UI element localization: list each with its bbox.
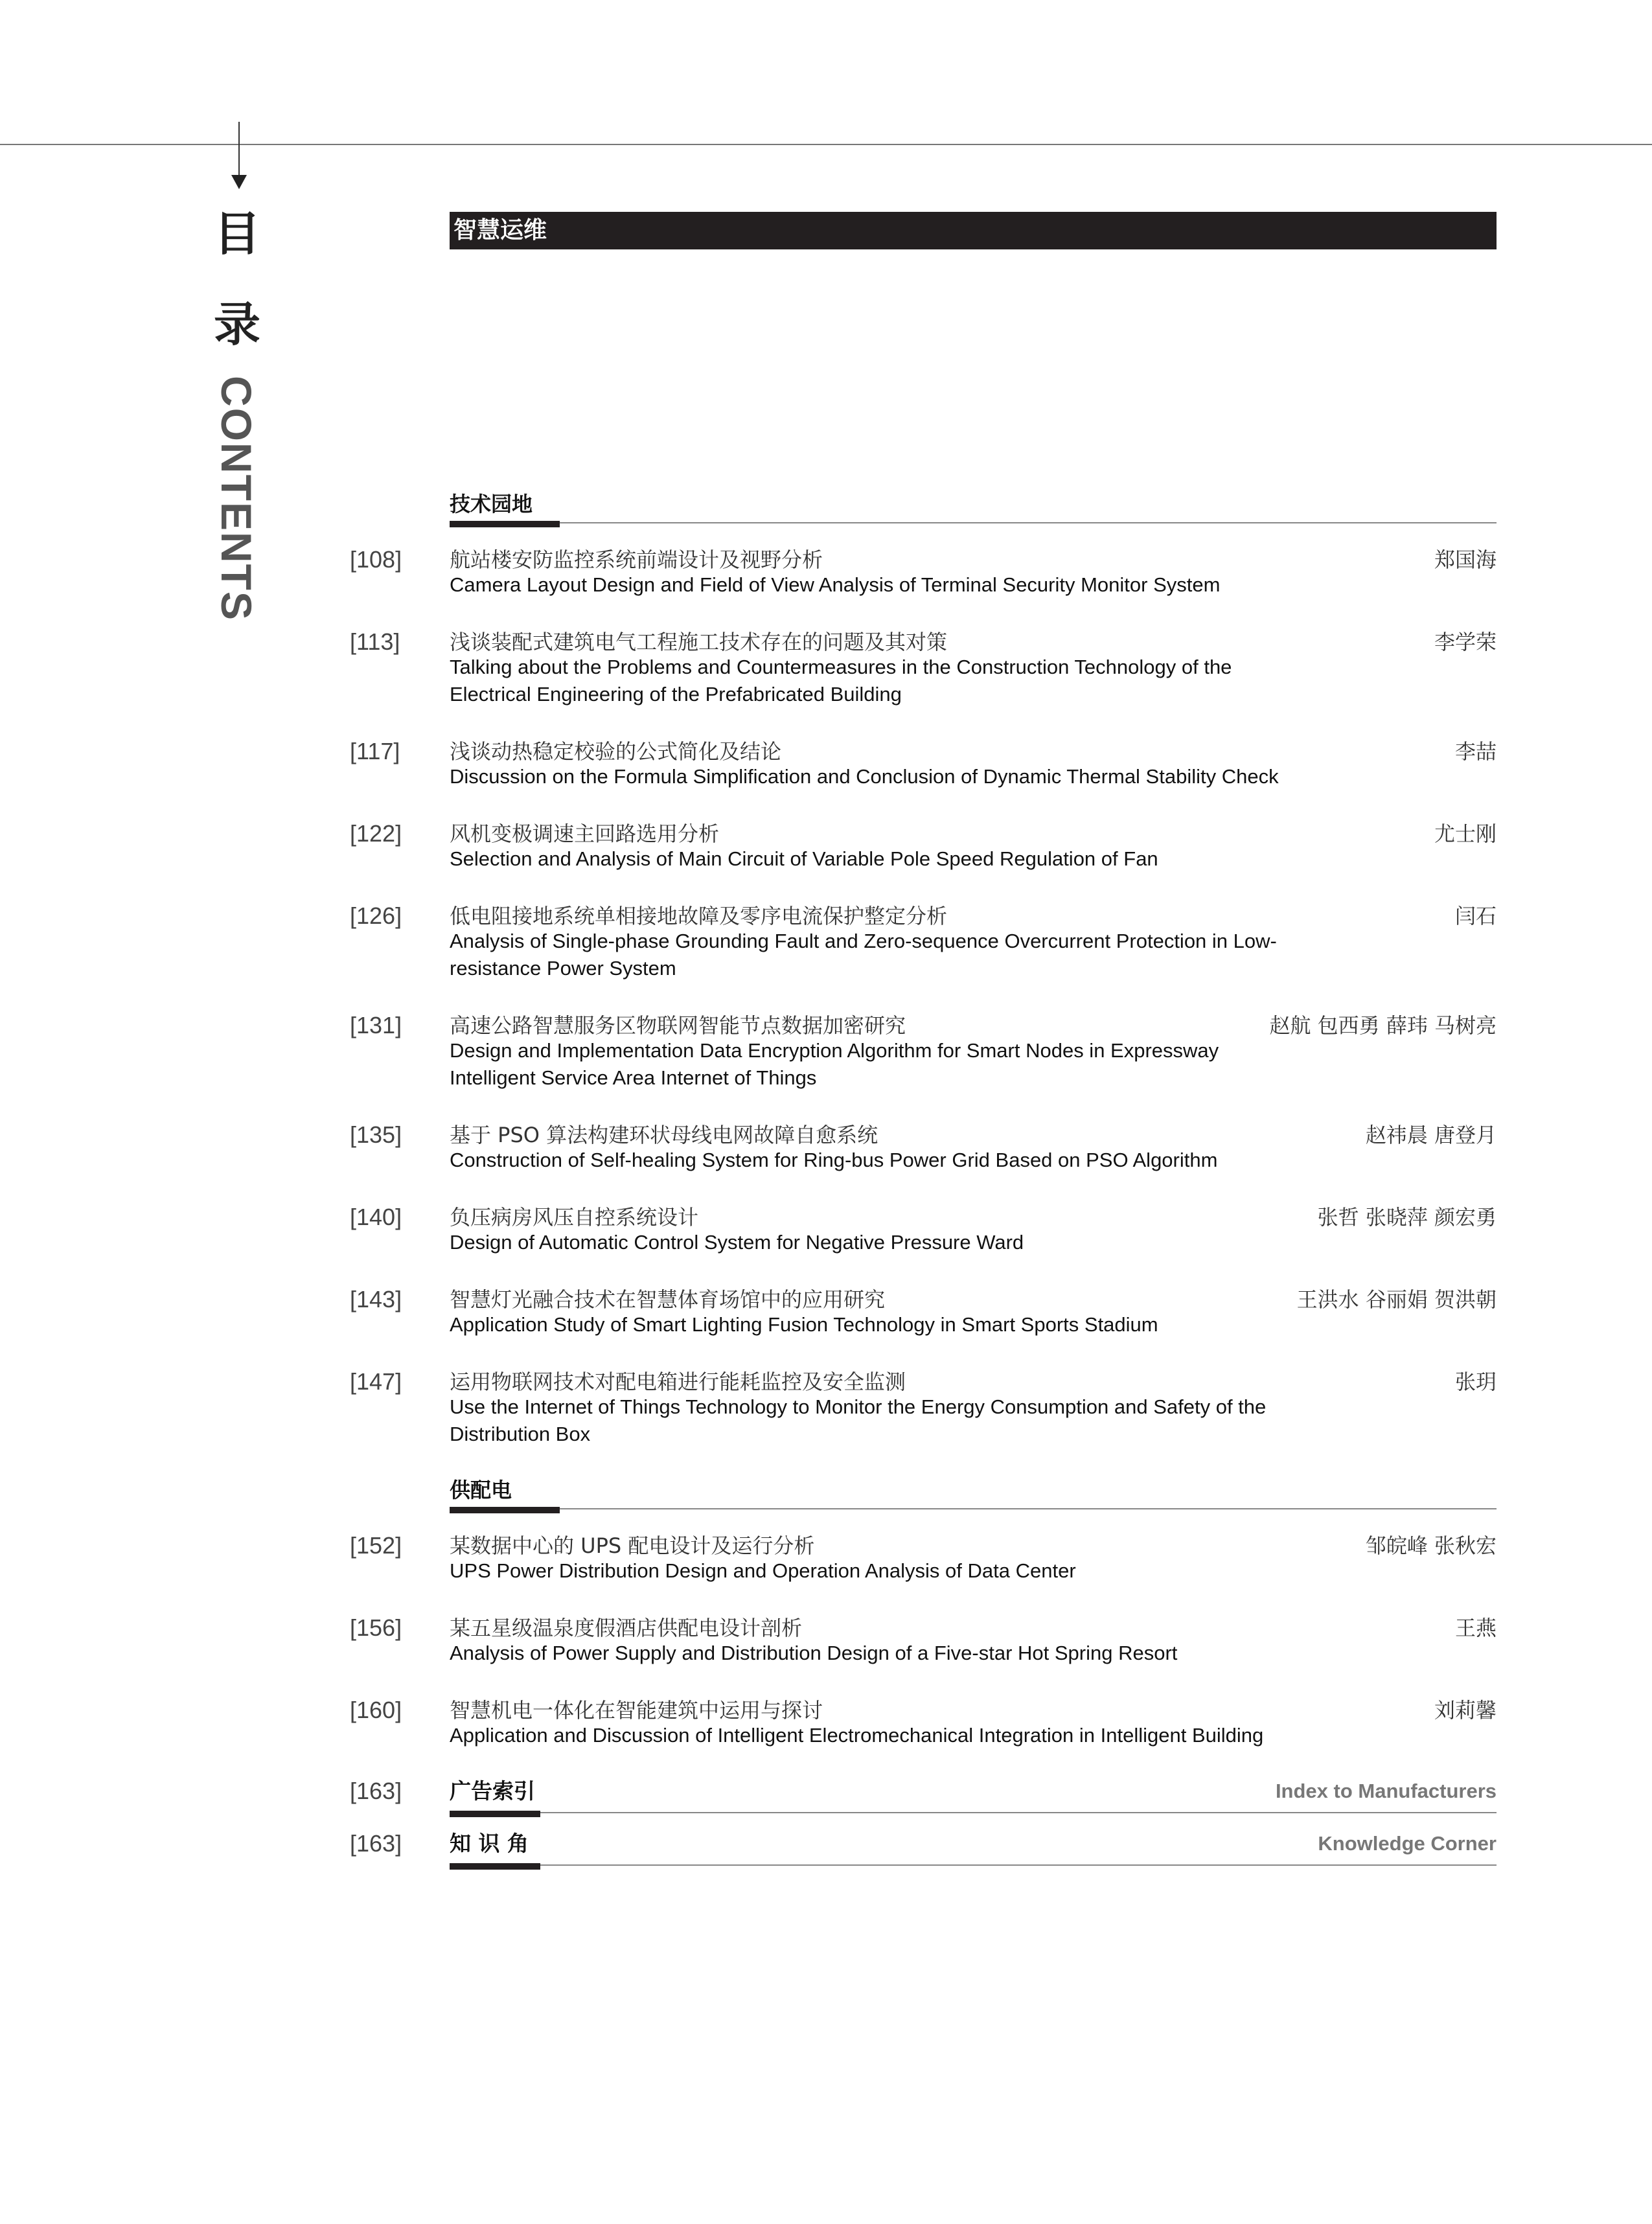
toc-entry[interactable] [0,1368,1652,1445]
page-number: [143] [350,1286,402,1313]
article-author: 尤士刚 [1434,821,1497,846]
page-number: [108] [350,546,402,573]
article-author: 张哲 张晓萍 颜宏勇 [1317,1205,1497,1230]
article-title-cn: 低电阻接地系统单相接地故障及零序电流保护整定分析 [450,904,948,928]
section-bar [450,1507,560,1513]
article-title-en: Talking about the Problems and Countermeasures in the Construction Technology of the Electrical Engineering of the Prefabricated Building [450,656,1232,705]
top-divider [0,144,1652,145]
article-title-cn: 基于 PSO 算法构建环状母线电网故障自愈系统 [450,1123,878,1147]
article-author: 王燕 [1454,1616,1497,1640]
article-title-en: Design and Implementation Data Encryption Algorithm for Smart Nodes in Expressway Intelligent Service Area Internet of Things [450,1039,1219,1089]
article-author: 赵祎晨 唐登月 [1365,1123,1497,1147]
article-title-en: Analysis of Single-phase Grounding Fault and Zero-sequence Overcurrent Protection in Low-resistance Power System [450,930,1277,980]
page-number: [140] [350,1204,402,1230]
article-title-en: Selection and Analysis of Main Circuit of Variable Pole Speed Regulation of Fan [450,847,1158,870]
article-title-en: Construction of Self-healing System for Ring-bus Power Grid Based on PSO Algorithm [450,1149,1218,1171]
contents-vertical-label: CONTENTS [212,376,260,621]
article-title-en: Application Study of Smart Lighting Fusion Technology in Smart Sports Stadium [450,1313,1158,1336]
toc-entry[interactable] [0,1696,1652,1774]
article-author: 刘莉馨 [1434,1698,1497,1723]
article-author: 王洪水 谷丽娟 贺洪朝 [1296,1287,1497,1312]
article-author: 李喆 [1454,739,1497,764]
article-author: 张玥 [1454,1370,1497,1394]
toc-entry[interactable] [0,1121,1652,1198]
article-author: 闫石 [1454,904,1497,928]
article-title-cn: 智慧机电一体化在智能建筑中运用与探讨 [450,1698,823,1723]
special-title-cn: 广告索引 [450,1778,535,1804]
toc-entry[interactable] [0,1531,1652,1609]
article-title-cn: 浅谈动热稳定校验的公式简化及结论 [450,739,782,764]
special-rule [450,1812,1497,1813]
heading-char-mu: 目 [214,207,261,261]
article-title-en: Discussion on the Formula Simplification and Conclusion of Dynamic Thermal Stability Check [450,765,1279,788]
article-title-en: UPS Power Distribution Design and Operation Analysis of Data Center [450,1559,1076,1582]
category-banner: 智慧运维 [450,212,1497,249]
page-number: [117] [350,738,400,764]
toc-entry[interactable] [0,1614,1652,1691]
page-number: [163] [350,1830,402,1857]
toc-entry[interactable] [0,902,1652,980]
section-title: 供配电 [450,1478,512,1502]
toc-entry[interactable] [0,820,1652,897]
toc-entry[interactable] [0,1011,1652,1089]
page-number: [163] [350,1778,402,1804]
section-bar [450,521,560,527]
section-rule [450,1508,1497,1509]
article-title-en: Analysis of Power Supply and Distribution Design of a Five-star Hot Spring Resort [450,1642,1178,1664]
section-header [450,1477,1497,1503]
article-title-cn: 智慧灯光融合技术在智慧体育场馆中的应用研究 [450,1287,886,1312]
special-bar [450,1863,540,1870]
toc-special-entry[interactable] [0,1829,1652,1901]
arrow-down-icon [231,175,247,189]
section-rule [450,522,1497,523]
page-number: [160] [350,1697,402,1723]
page-number: [147] [350,1368,402,1395]
article-author: 赵航 包西勇 薛玮 马树亮 [1269,1013,1497,1038]
article-title-cn: 风机变极调速主回路选用分析 [450,821,720,846]
toc-entry[interactable] [0,545,1652,623]
special-title-cn: 知 识 角 [450,1831,529,1856]
page-number: [152] [350,1532,402,1559]
special-title-en: Knowledge Corner [1318,1832,1497,1855]
marker-line [238,122,240,175]
page-number: [126] [350,902,402,929]
article-title-cn: 某数据中心的 UPS 配电设计及运行分析 [450,1533,815,1558]
article-title-cn: 运用物联网技术对配电箱进行能耗监控及安全监测 [450,1370,906,1394]
toc-entry[interactable] [0,737,1652,815]
toc-entry[interactable] [0,1285,1652,1363]
toc-entry[interactable] [0,1203,1652,1281]
special-rule [450,1864,1497,1866]
heading-char-lu: 录 [214,297,261,352]
page-number: [131] [350,1012,402,1038]
article-title-cn: 高速公路智慧服务区物联网智能节点数据加密研究 [450,1013,906,1038]
article-title-en: Design of Automatic Control System for Negative Pressure Ward [450,1231,1024,1254]
article-title-en: Use the Internet of Things Technology to Monitor the Energy Consumption and Safety of the Distribution Box [450,1395,1267,1445]
article-author: 郑国海 [1434,547,1497,572]
article-title-cn: 负压病房风压自控系统设计 [450,1205,699,1230]
toc-entry[interactable] [0,628,1652,705]
article-title-en: Application and Discussion of Intelligent Electromechanical Integration in Intelligent Building [450,1724,1264,1747]
article-title-en: Camera Layout Design and Field of View Analysis of Terminal Security Monitor System [450,573,1221,596]
page-number: [122] [350,820,402,847]
page-number: [156] [350,1614,402,1641]
section-title: 技术园地 [450,492,533,516]
special-bar [450,1811,540,1817]
article-author: 李学荣 [1434,630,1497,654]
article-title-cn: 某五星级温泉度假酒店供配电设计剖析 [450,1616,803,1640]
page-number: [113] [350,628,400,655]
special-title-en: Index to Manufacturers [1275,1780,1497,1802]
article-author: 邹皖峰 张秋宏 [1365,1533,1497,1558]
page-number: [135] [350,1121,402,1148]
article-title-cn: 浅谈装配式建筑电气工程施工技术存在的问题及其对策 [450,630,948,654]
article-title-cn: 航站楼安防监控系统前端设计及视野分析 [450,547,823,572]
section-header [450,491,1497,517]
